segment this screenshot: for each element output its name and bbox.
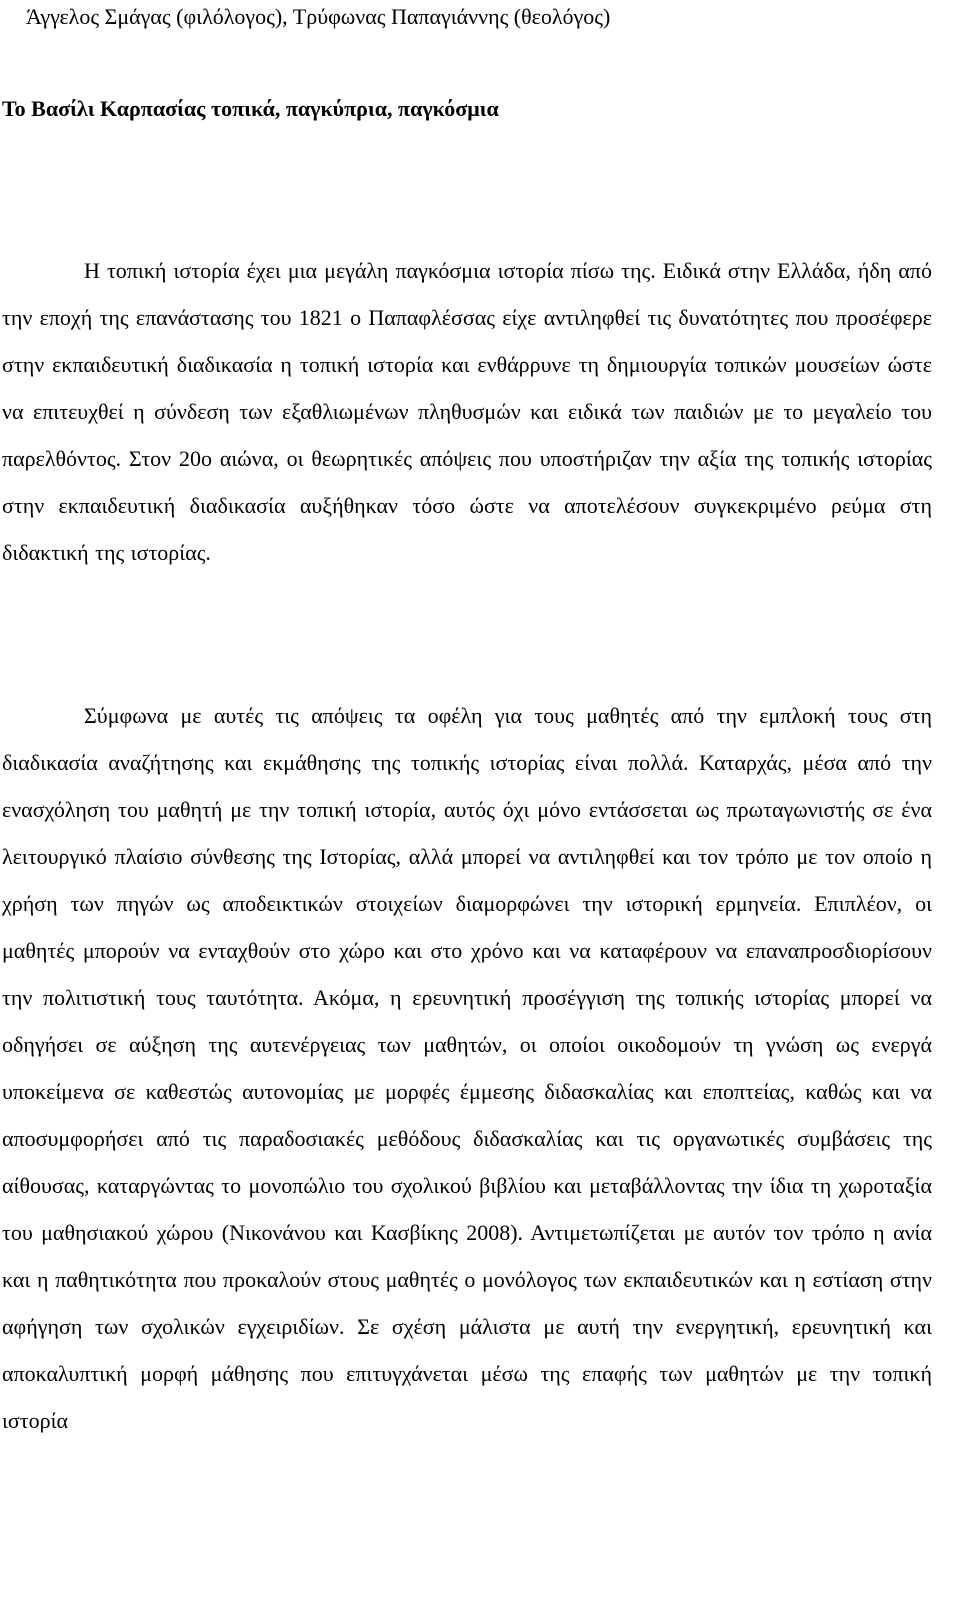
body-paragraph: Η τοπική ιστορία έχει μια μεγάλη παγκόσμια ιστορία πίσω της. Ειδικά στην Ελλάδα, ήδη από την εποχή της επανάστασης του 1821 ο Παπαφλέσσας είχε αντιληφθεί τις δυνατότητες που προσέφερε στην εκπαιδευτική διαδικασία η τοπική ιστορία και ενθάρρυνε τη δημιουργία τοπικών μουσείων ώστε να επιτευχθεί η σύνδεση των εξαθλιωμένων πληθυσμών και ειδικά των παιδιών με το μεγαλείο του παρελθόντος. Στον 20ο αιώνα, οι θεωρητικές απόψεις που υποστήριζαν την αξία της τοπικής ιστορίας στην εκπαιδευτική διαδικασία αυξήθηκαν τόσο ώστε να αποτελέσουν συγκεκριμένο ρεύμα στη διδακτική της ιστορίας. (2, 258, 932, 565)
document-title: Το Βασίλι Καρπασίας τοπικά, παγκύπρια, παγκόσμια (2, 96, 499, 121)
document-authors: Άγγελος Σμάγας (φιλόλογος), Τρύφωνας Παπαγιάννης (θεολόγος) (26, 4, 611, 29)
body-paragraph: Σύμφωνα με αυτές τις απόψεις τα οφέλη για τους μαθητές από την εμπλοκή τους στη διαδικασία αναζήτησης και εκμάθησης της τοπικής ιστορίας είναι πολλά. Καταρχάς, μέσα από την ενασχόληση του μαθητή με την τοπική ιστορία, αυτός όχι μόνο εντάσσεται ως πρωταγωνιστής σε ένα λειτουργικό πλαίσιο σύνθεσης της Ιστορίας, αλλά μπορεί να αντιληφθεί και τον τρόπο με τον οποίο η χρήση των πηγών ως αποδεικτικών στοιχείων διαμορφώνει την ιστορική ερμηνεία. Επιπλέον, οι μαθητές μπορούν να ενταχθούν στο χώρο και στο χρόνο και να καταφέρουν να επαναπροσδιορίσουν την πολιτιστική τους ταυτότητα. Ακόμα, η ερευνητική προσέγγιση της τοπικής ιστορίας μπορεί να οδηγήσει σε αύξηση της αυτενέργειας των μαθητών, οι οποίοι οικοδομούν τη γνώση ως ενεργά υποκείμενα σε καθεστώς αυτονομίας με μορφές έμμεσης διδασκαλίας και εποπτείας, καθώς και να αποσυμφορήσει από τις παραδοσιακές μεθόδους διδασκαλίας και τις οργανωτικές συμβάσεις της αίθουσας, καταργώντας το μονοπώλιο του σχολικού βιβλίου και μεταβάλλοντας την ίδια τη χωροταξία του μαθησιακού χώρου (Νικονάνου και Κασβίκης 2008). Αντιμετωπίζεται με αυτόν τον τρόπο η ανία και η παθητικότητα που προκαλούν στους μαθητές ο μονόλογος των εκπαιδευτικών και η εστίαση στην αφήγηση των σχολικών εγχειριδίων. Σε σχέση μάλιστα με αυτή την ενεργητική, ερευνητική και αποκαλυπτική μορφή μάθησης που επιτυγχάνεται μέσω της επαφής των μαθητών με την τοπική ιστορία (2, 703, 932, 1433)
